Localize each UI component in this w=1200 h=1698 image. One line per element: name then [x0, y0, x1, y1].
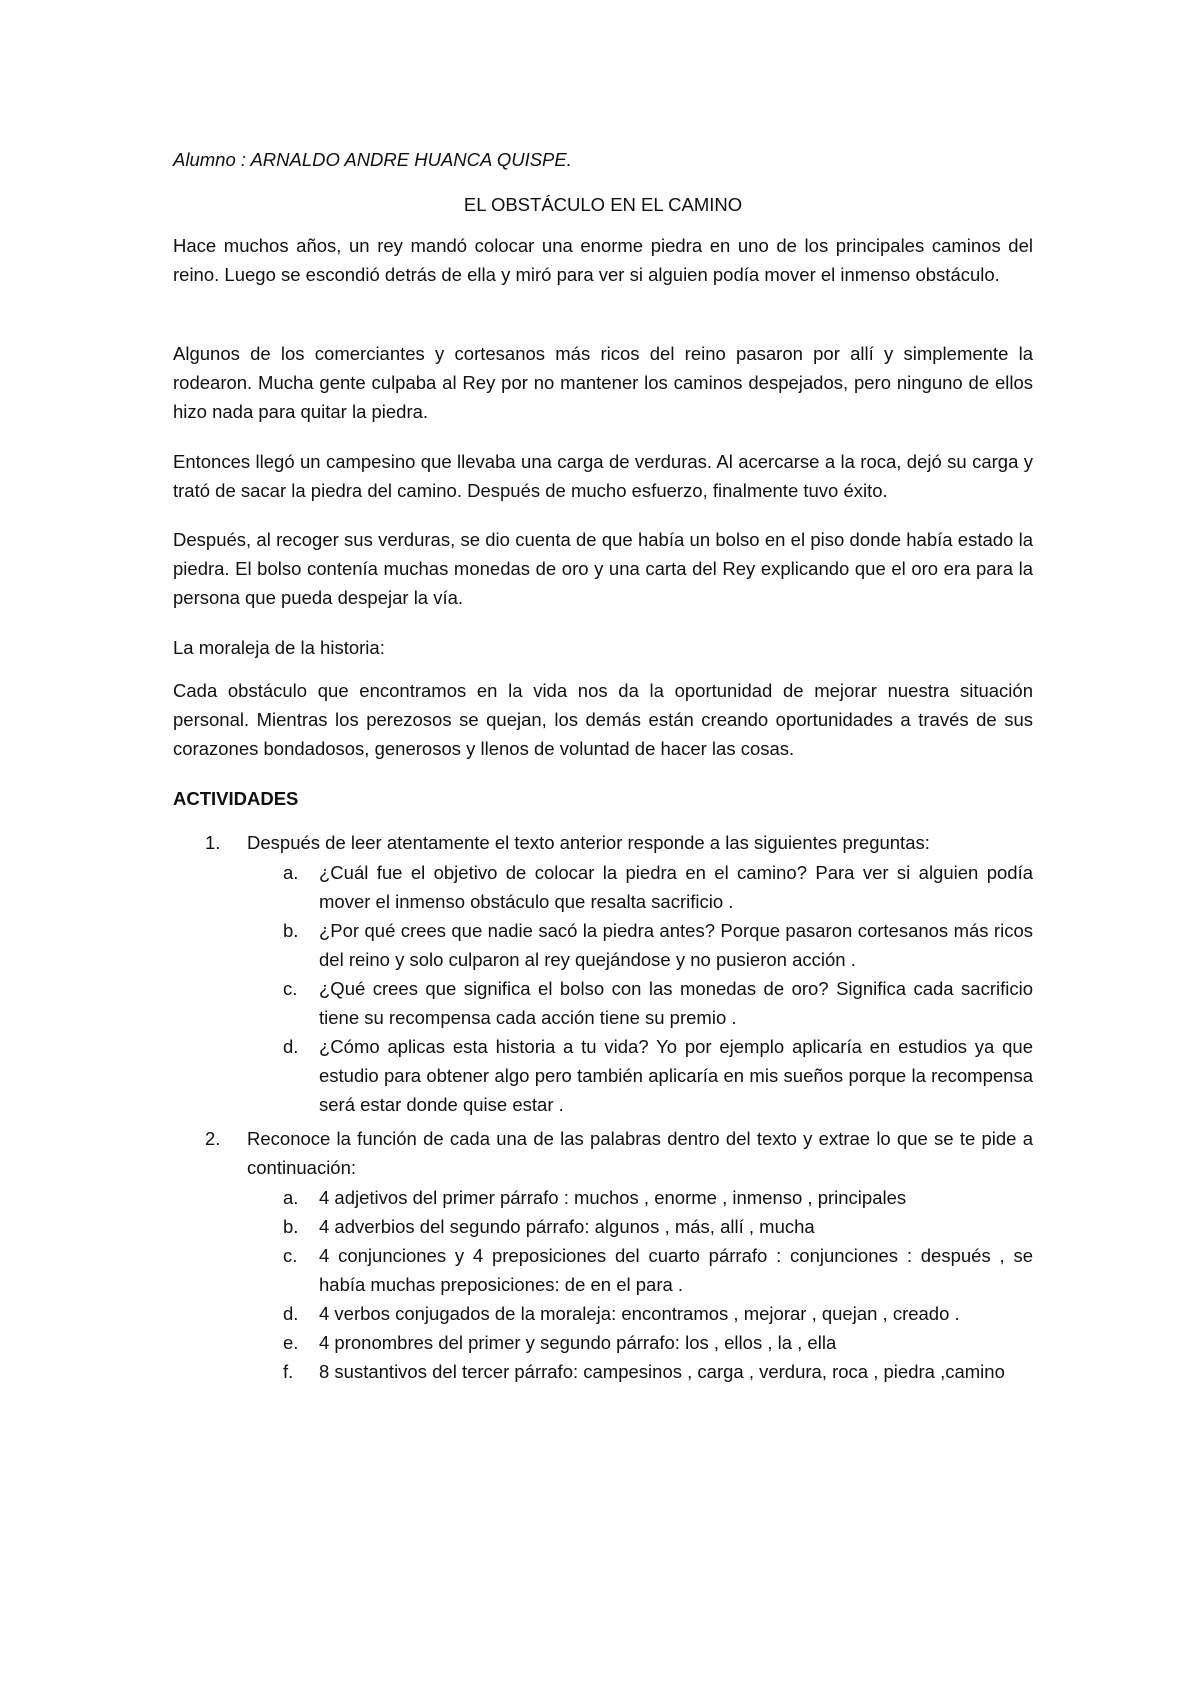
item-letter: b. — [283, 920, 299, 941]
question-text: Reconoce la función de cada una de las palabras dentro del texto y extrae lo que se te pide a continuación: — [247, 1128, 1033, 1178]
item-letter: a. — [283, 1187, 299, 1208]
item-letter: b. — [283, 1216, 299, 1237]
moral-label: La moraleja de la historia: — [173, 637, 385, 658]
activities-heading: ACTIVIDADES — [173, 788, 299, 809]
item-letter: c. — [283, 978, 298, 999]
item-text: ¿Cómo aplicas esta historia a tu vida? Yo por ejemplo aplicaría en estudios ya que estudio para obtener algo pero también aplicaría en mis sueños porque la recompensa será estar donde quise estar . — [319, 1036, 1033, 1115]
item-text: 4 adjetivos del primer párrafo : muchos , enorme , inmenso , principales — [319, 1187, 907, 1208]
item-letter: a. — [283, 862, 299, 883]
story-paragraph-3: Entonces llegó un campesino que llevaba una carga de verduras. Al acercarse a la roca, dejó su carga y trató de sacar la piedra del camino. Después de mucho esfuerzo, finalmente tuvo éxito. — [173, 451, 1033, 501]
document-title: EL OBSTÁCULO EN EL CAMINO — [463, 194, 743, 215]
item-letter: c. — [283, 1245, 298, 1266]
question-text: Después de leer atentamente el texto anterior responde a las siguientes preguntas: — [247, 832, 930, 853]
question-number: 2. — [205, 1128, 221, 1149]
item-text: 4 adverbios del segundo párrafo: algunos , más, allí , mucha — [319, 1216, 815, 1237]
item-text: ¿Por qué crees que nadie sacó la piedra antes? Porque pasaron cortesanos más ricos del reino y solo culparon al rey quejándose y no pusieron acción . — [319, 920, 1033, 970]
item-letter: e. — [283, 1332, 299, 1353]
story-paragraph-4: Después, al recoger sus verduras, se dio cuenta de que había un bolso en el piso donde había estado la piedra. El bolso contenía muchas monedas de oro y una carta del Rey explicando que el oro era para la persona que pueda despejar la vía. — [173, 529, 1033, 608]
question-number: 1. — [205, 832, 221, 853]
item-letter: d. — [283, 1036, 299, 1057]
student-name: Alumno : ARNALDO ANDRE HUANCA QUISPE. — [173, 149, 572, 170]
story-paragraph-2: Algunos de los comerciantes y cortesanos más ricos del reino pasaron por allí y simplemente la rodearon. Mucha gente culpaba al Rey por no mantener los caminos despejados, pero ninguno de ellos hizo nada para quitar la piedra. — [173, 343, 1033, 422]
moral-paragraph: Cada obstáculo que encontramos en la vida nos da la oportunidad de mejorar nuestra situación personal. Mientras los perezosos se quejan, los demás están creando oportunidades a través de sus corazones bondadosos, generosos y llenos de voluntad de hacer las cosas. — [173, 680, 1033, 759]
story-paragraph-1: Hace muchos años, un rey mandó colocar una enorme piedra en uno de los principales caminos del reino. Luego se escondió detrás de ella y miró para ver si alguien podía mover el inmenso obstáculo. — [173, 235, 1033, 285]
item-text: 4 verbos conjugados de la moraleja: encontramos , mejorar , quejan , creado . — [319, 1303, 960, 1324]
item-text: 4 pronombres del primer y segundo párrafo: los , ellos , la , ella — [319, 1332, 837, 1353]
item-text: ¿Cuál fue el objetivo de colocar la piedra en el camino? Para ver si alguien podía mover el inmenso obstáculo que resalta sacrificio . — [319, 862, 1033, 912]
item-text: 4 conjunciones y 4 preposiciones del cuarto párrafo : conjunciones : después , se había muchas preposiciones: de en el para . — [319, 1245, 1033, 1295]
item-letter: d. — [283, 1303, 299, 1324]
item-letter: f. — [283, 1361, 294, 1382]
item-text: ¿Qué crees que significa el bolso con las monedas de oro? Significa cada sacrificio tiene su recompensa cada acción tiene su premio . — [319, 978, 1033, 1028]
item-text: 8 sustantivos del tercer párrafo: campesinos , carga , verdura, roca , piedra ,camino — [319, 1361, 1005, 1382]
